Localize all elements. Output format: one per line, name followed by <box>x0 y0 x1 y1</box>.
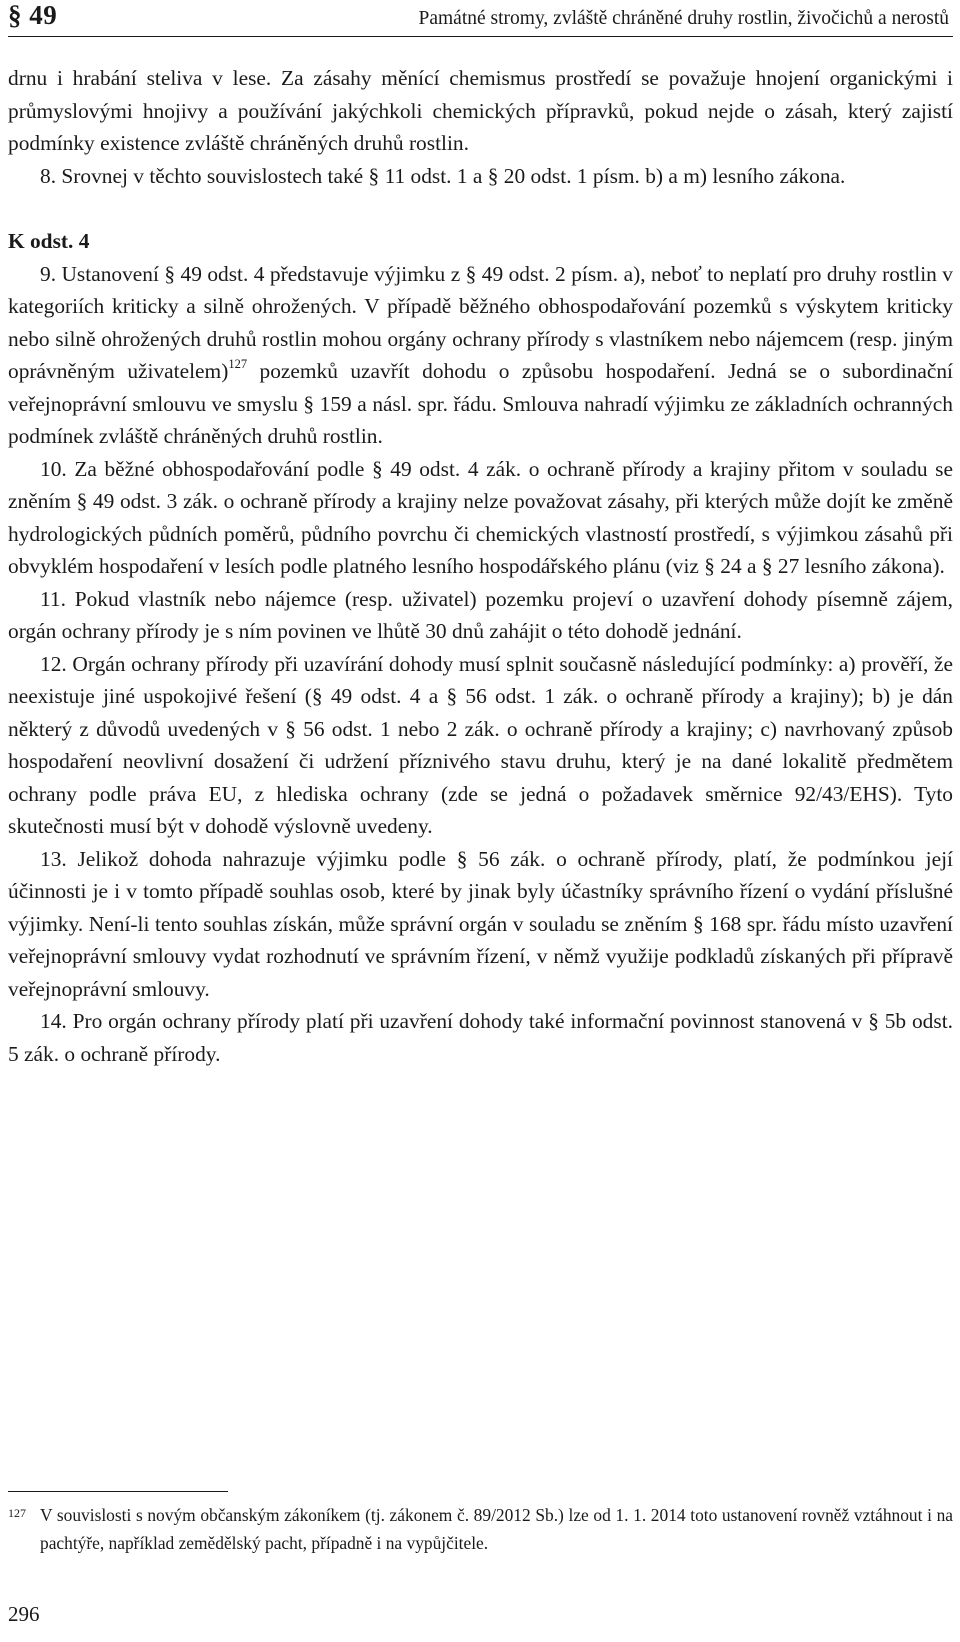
paragraph-14: 14. Pro orgán ochrany přírody platí při uzavření dohody také informační povinnost stanovená v § 5b odst. 5 zák. o ochraně přírody. <box>8 1009 953 1066</box>
page-number: 296 <box>8 1602 40 1626</box>
paragraph-12: 12. Orgán ochrany přírody při uzavírání dohody musí splnit současně následující podmínky: a) prověří, že neexistuje jiné uspokojivé řešení (§ 49 odst. 4 a § 56 odst. 1 zák. o ochraně přírody a krajiny); b) je dán některý z důvodů uvedených v § 56 odst. 1 nebo 2 zák. o ochraně přírody a krajiny; c) navrhovaný způsob hospodaření neovlivní dosažení či udržení příznivého stavu druhu, který je na dané lokalitě předmětem ochrany podle práva EU, z hlediska ochrany (zde se jedná o požadavek směrnice 92/43/EHS). Tyto skutečnosti musí být v dohodě výslovně uvedeny. <box>8 651 953 838</box>
footnote-reference: 127 <box>228 357 248 371</box>
paragraph-10: 10. Za běžné obhospodařování podle § 49 odst. 4 zák. o ochraně přírody a krajiny přitom v souladu se zněním § 49 odst. 3 zák. o ochraně přírody a krajiny nelze považovat zásahy, při kterých může dojít ke změně hydrologických půdních poměrů, půdního povrchu či chemických vlastností prostředí, s výjimkou zásahů při obvyklém hospodaření v lesích podle platného lesního hospodářského plánu (viz § 24 a § 27 lesního zákona). <box>8 456 953 578</box>
paragraph-9-part-2: pozemků uzavřít dohodu o způsobu hospodaření. Jedná se o subordinační veřejnoprávní smlouvu ve smyslu § 159 a násl. spr. řádu. Smlouva nahradí výjimku ze základních ochranných podmínek zvláště chráněných druhů rostlin. <box>8 359 954 448</box>
document-page <box>8 0 954 1626</box>
footnote-divider <box>8 1491 228 1492</box>
header-section-number: § 49 <box>8 0 58 30</box>
body-text <box>8 62 953 1070</box>
footnote-mark: 127 <box>8 1506 26 1520</box>
footnote-text: V souvislosti s novým občanským zákoníkem (tj. zákonem č. 89/2012 Sb.) lze od 1. 1. 2014 toto ustanovení rovněž vztáhnout i na pachtýře, například zemědělský pacht, případně i na vypůjčitele. <box>40 1505 953 1553</box>
paragraph-13: 13. Jelikož dohoda nahrazuje výjimku podle § 56 zák. o ochraně přírody, platí, že podmínkou její účinnosti je i v tomto případě souhlas osob, které by jinak byly účastníky správního řízení o vydání příslušné výjimky. Není-li tento souhlas získán, může správní orgán v souladu se zněním § 168 spr. řádu místo uzavření veřejnoprávní smlouvy vydat rozhodnutí ve správním řízení, v němž využije podkladů získaných při přípravě veřejnoprávní smlouvy. <box>8 846 953 1001</box>
footnote <box>8 1501 953 1557</box>
paragraph-9 <box>8 258 953 453</box>
paragraph-9-part-1: 9. Ustanovení § 49 odst. 4 představuje výjimku z § 49 odst. 2 písm. a), neboť to neplatí pro druhy rostlin v kategoriích kriticky a silně ohrožených. V případě běžného obhospodařování pozemků s výskytem kriticky nebo silně ohrožených druhů rostlin mohou orgány ochrany přírody s vlastníkem nebo nájemcem (resp. jiným oprávněným uživatelem) <box>8 261 953 383</box>
running-header <box>8 0 953 37</box>
paragraph-11: 11. Pokud vlastník nebo nájemce (resp. uživatel) pozemku projeví o uzavření dohody písemně zájem, orgán ochrany přírody je s ním povinen ve lhůtě 30 dnů zahájit o této dohodě jednání. <box>8 586 953 643</box>
header-title: Památné stromy, zvláště chráněné druhy rostlin, živočichů a nerostů <box>418 8 949 29</box>
paragraph-8: 8. Srovnej v těchto souvislostech také § 11 odst. 1 a § 20 odst. 1 písm. b) a m) lesního zákona. <box>40 163 846 188</box>
paragraph-continued: drnu i hrabání steliva v lese. Za zásahy měnící chemismus prostředí se považuje hnojení organickými i průmyslovými hnojivy a používání jakýchkoli chemických přípravků, pokud nejde o zásah, který zajistí podmínky existence zvláště chráněných druhů rostlin. <box>8 66 953 155</box>
subheading: K odst. 4 <box>8 229 90 253</box>
